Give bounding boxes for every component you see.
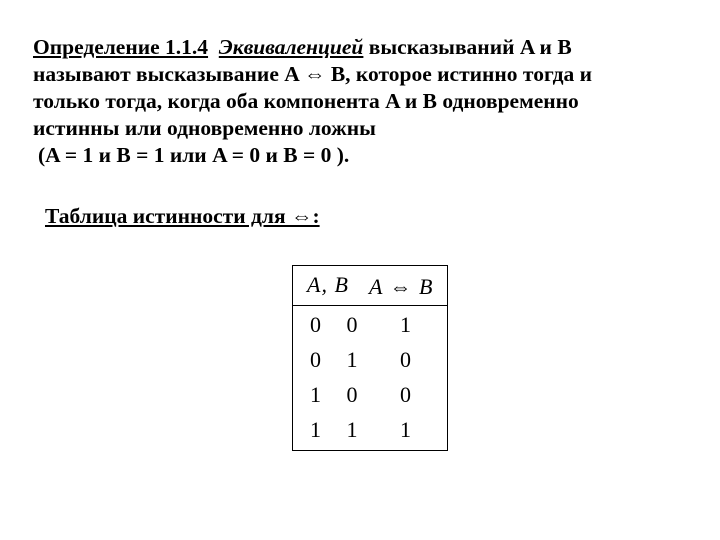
table-row: [293, 378, 447, 415]
truth-table: [292, 265, 448, 451]
definition-line-2: называют высказывание A ⇔ B, которое истинно тогда и: [33, 62, 593, 86]
definition-condition: (A = 1 и B = 1 или A = 0 и B = 0 ).: [38, 143, 350, 167]
definition-line-1: [33, 34, 693, 61]
table-row: [293, 343, 447, 380]
definition-line-1-rest: высказываний A и B: [363, 35, 572, 59]
definition-line-4: истинны или одновременно ложны: [33, 116, 376, 140]
row-input-values: 1 1: [310, 417, 368, 442]
row-output-value: 1: [400, 312, 411, 337]
definition-line-3: только тогда, когда оба компонента A и B одновременно: [33, 89, 579, 113]
truth-table-header: [293, 266, 447, 306]
definition-label: Определение 1.1.4: [33, 35, 209, 59]
row-output-value: 0: [400, 382, 411, 407]
row-input-values: 0 1: [310, 347, 368, 372]
table-row: [293, 308, 447, 345]
row-input-values: 1 0: [310, 382, 368, 407]
header-input-columns: A, B: [307, 272, 349, 297]
row-input-values: 0 0: [310, 312, 368, 337]
table-row: [293, 413, 447, 450]
row-output-value: 0: [400, 347, 411, 372]
row-output-value: 1: [400, 417, 411, 442]
definition-term: Эквиваленцией: [218, 35, 364, 59]
definition-text: [33, 34, 693, 169]
truth-table-caption: Таблица истинности для ⇔:: [45, 204, 320, 228]
header-output-column: A ⇔ B: [369, 274, 434, 299]
